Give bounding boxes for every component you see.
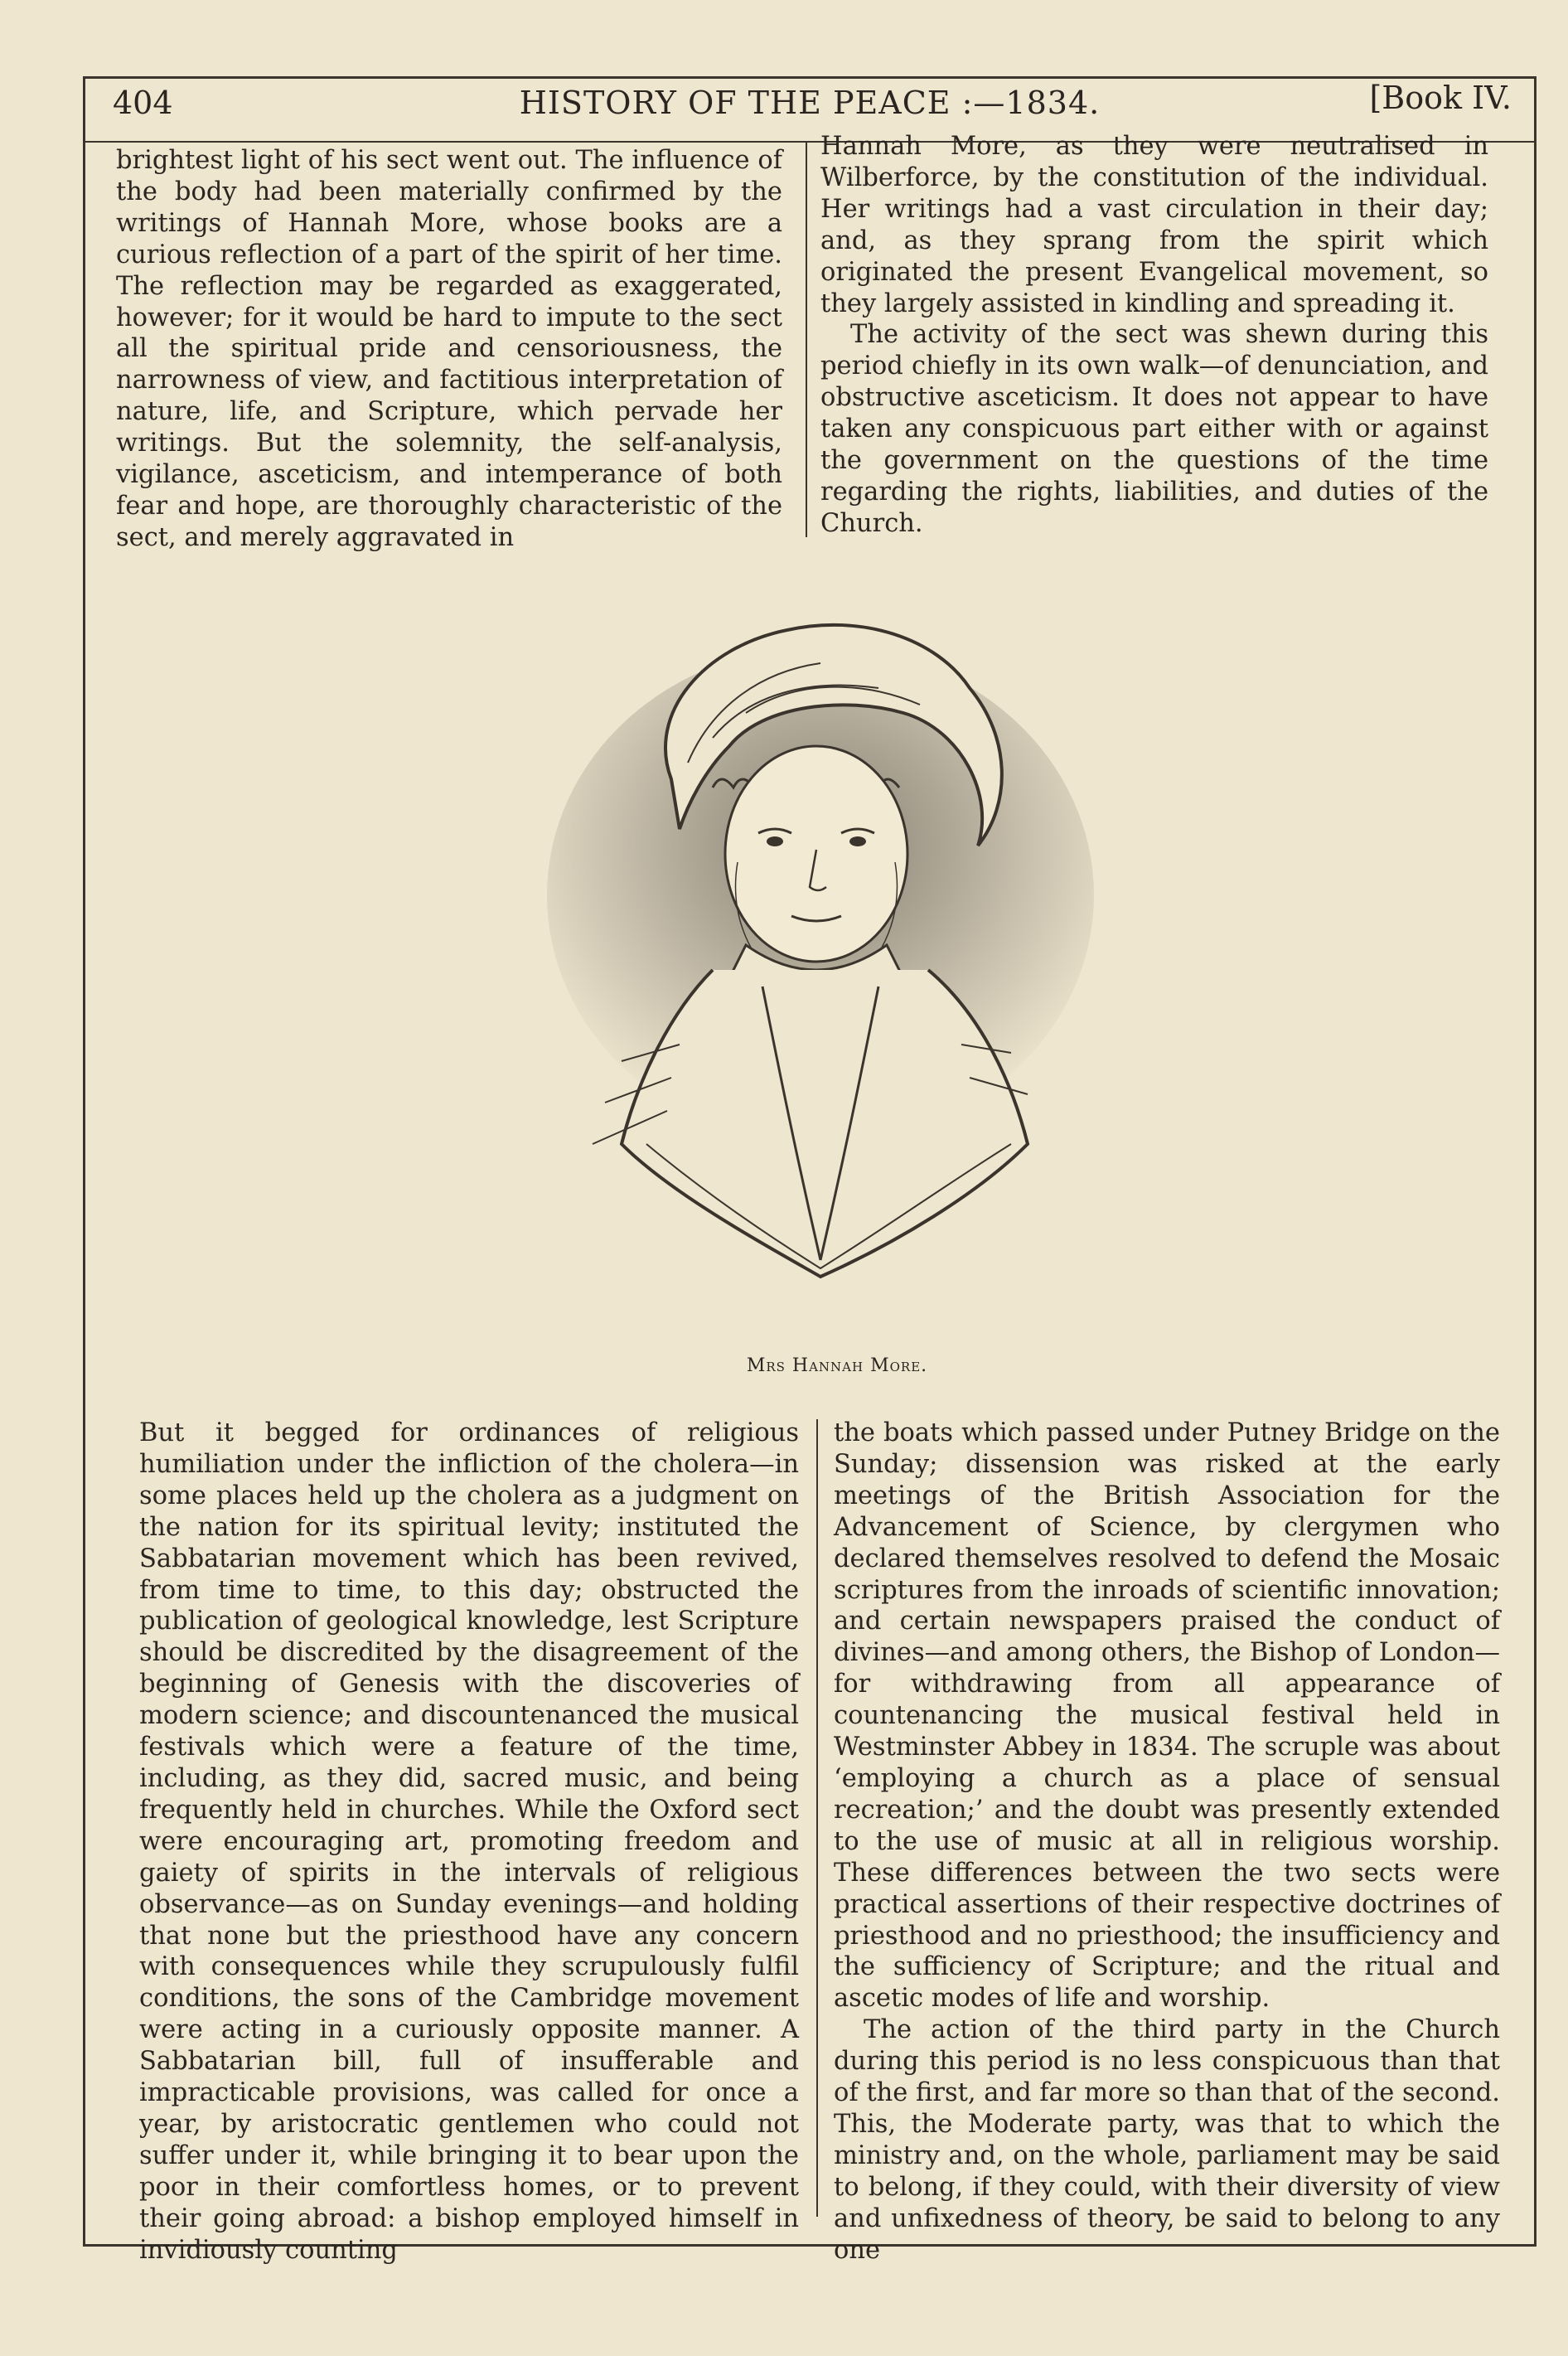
book-label: [Book IV. — [1369, 80, 1512, 116]
paragraph: brightest light of his sect went out. The influence of the body had been materially confirmed by the writings of Hannah More, whose books are a curious reflection of a part of the spirit of her time. The reflection may be regarded as exaggerated, however; for it would be hard to impute to the sect all the spiritual pride and censoriousness, the narrowness of view, and factitious interpretation of nature, life, and Scripture, which pervade her writings. But the solemnity, the self-analysis, vigilance, asceticism, and intemperance of both fear and hope, are thoroughly characteristic of the sect, and merely aggravated in — [116, 146, 782, 552]
paragraph: Hannah More, as they were neutralised in Wilberforce, by the constitution of the individual. Her writings had a vast circulation in their day; and, as they sprang from the spirit which originated the present Evangelical movement, so they largely assisted in kindling and spreading it. — [820, 132, 1488, 318]
paragraph: The activity of the sect was shewn during this period chiefly in its own walk—of denunciation, and obstructive asceticism. It does not appear to have taken any conspicuous part either with or against the government on the questions of the time regarding the rights, liabilities, and duties of the Church. — [820, 320, 1488, 538]
bottom-left-column — [139, 1418, 799, 2266]
top-left-column — [116, 145, 782, 554]
column-divider — [816, 1419, 818, 2217]
running-title: HISTORY OF THE PEACE :—1834. — [519, 85, 1101, 121]
top-right-column — [820, 131, 1488, 540]
bottom-right-column — [834, 1418, 1500, 2266]
paragraph: The action of the third party in the Church during this period is no less conspicuous than that of the first, and far more so than that of the second. This, the Moderate party, was that to which the ministry and, on the whole, parliament may be said to belong, if they could, with their diversity of view and unfixedness of theory, be said to belong to any one — [834, 2015, 1500, 2265]
shawl — [622, 970, 1028, 1277]
portrait-engraving — [547, 613, 1094, 1302]
column-divider — [806, 143, 807, 537]
paragraph: the boats which passed under Putney Bridge on the Sunday; dissension was risked at the early meetings of the British Association for the Advancement of Science, by clergymen who declared themselves resolved to defend the Mosaic scriptures from the inroads of scientific innovation; and certain newspapers praised the conduct of divines—and among others, the Bishop of London—for withdrawing from all appearance of countenancing the musical festival held in Westminster Abbey in 1834. The scruple was about ‘employing a church as a place of sensual recreation;’ and the doubt was presently extended to the use of music at all in religious worship. These differences between the two sects were practical assertions of their respective doctrines of priesthood and no priesthood; the insufficiency and the sufficiency of Scripture; and the ritual and ascetic modes of life and worship. — [834, 1418, 1500, 2014]
paragraph: But it begged for ordinances of religious humiliation under the infliction of the cholera—in some places held up the cholera as a judgment on the nation for its spiritual levity; instituted the Sabbatarian movement which has been revived, from time to time, to this day; obstructed the publication of geological knowledge, lest Scripture should be discredited by the disagreement of the beginning of Genesis with the discoveries of modern science; and discountenanced the musical festivals which were a feature of the time, including, as they did, sacred music, and being frequently held in churches. While the Oxford sect were encouraging art, promoting freedom and gaiety of spirits in the intervals of religious observance—as on Sunday evenings—and holding that none but the priesthood have any concern with consequences while they scrupulously fulfil conditions, the sons of the Cambridge movement were acting in a curiously opposite manner. A Sabbatarian bill, full of insufferable and impracticable provisions, was called for once a year, by aristocratic gentlemen who could not suffer under it, while bringing it to bear upon the poor in their comfortless homes, or to prevent their going abroad: a bishop employed himself in invidiously counting — [139, 1418, 799, 2265]
running-header — [83, 76, 1537, 133]
illustration-caption: Mrs Hannah More. — [746, 1355, 928, 1376]
page-number: 404 — [113, 85, 173, 121]
